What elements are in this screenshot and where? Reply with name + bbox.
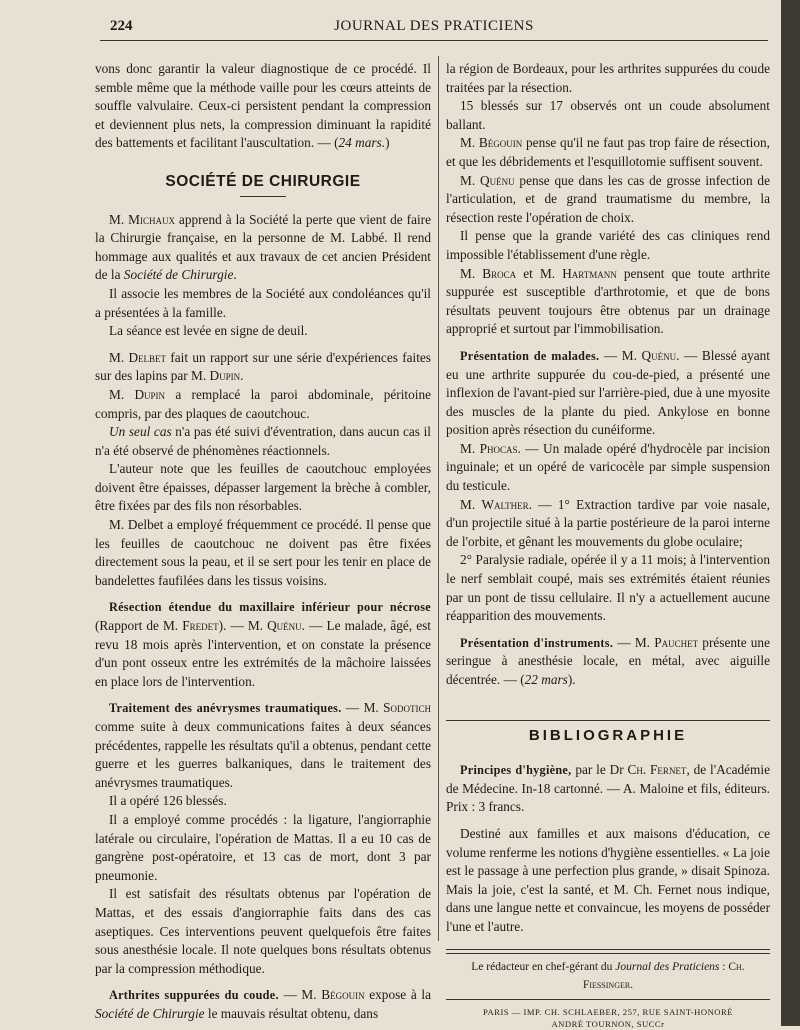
paragraph: 2° Paralysie radiale, opérée il y a 11 mois; à l'intervention le nerf semblait coupé, mais ses extrémités étaient réunies par un pont de tissu cellulaire. Il n'y a actuellement aucune réapparition des mouvements.: [446, 552, 770, 624]
paragraph: Présentation d'instruments. — M. Pauchet présente une seringue à anesthésie locale, en métal, avec aiguille décentrée. — (22 mars).: [446, 634, 770, 687]
paragraph: M. Delbet a employé fréquemment ce procédé. Il pense que les feuilles de caoutchouc ne doivent pas être fixées directement sous la peau, et il se sert pour les tenir en place de bandelettes faufilées dans les tissus voisins.: [95, 517, 431, 588]
paragraph: la région de Bordeaux, pour les arthrites suppurées du coude traitées par la résection.: [446, 61, 770, 95]
paragraph: Il est satisfait des résultats obtenus par l'opération de Mattas, et des essais d'angiorraphie faits dans des cas aseptiques. Ces interventions peuvent quelquefois être faites sous anesthésie locale. Il note quelques bons résultats obtenus par la compression méthodique.: [95, 886, 431, 976]
bibliography-top-rule: [446, 720, 770, 721]
paragraph: M. Michaux apprend à la Société la perte que vient de faire la Chirurgie française, en la personne de M. Labbé. Il rend hommage aux qualités et aux travaux de cet ancien Président de la Société de Chirurgie.: [95, 211, 431, 283]
paragraph: La séance est levée en signe de deuil.: [109, 323, 308, 339]
footer-rule: [446, 953, 770, 954]
page-edge-shadow: [781, 0, 800, 1026]
paragraph: L'auteur note que les feuilles de caoutchouc employées doivent être épaisses, dépasser largement la brèche à combler, être fixées par des fils non résorbables.: [95, 461, 431, 514]
paragraph: Arthrites suppurées du coude. — M. Bégouin expose à la Société de Chirurgie le mauvais résultat obtenu, dans: [95, 987, 431, 1021]
paragraph: M. Quénu pense que dans les cas de grosse infection de l'articulation, et de grand traumatisme du membre, la résection reste l'opération de choix.: [446, 172, 770, 225]
left-column: [95, 60, 431, 1024]
paragraph: M. Bégouin pense qu'il ne faut pas trop faire de résection, et que les débridements et l'esquillotomie suffisent souvent.: [446, 135, 770, 169]
paragraph: 15 blessés sur 17 observés ont un coude absolument ballant.: [446, 98, 770, 132]
column-divider: [438, 56, 439, 941]
footer-rule: [446, 949, 770, 950]
paragraph: Principes d'hygiène, par le Dr Ch. Fernet, de l'Académie de Médecine. In-18 cartonné. — A. Maloine et fils, éditeurs. Prix : 3 francs.: [446, 762, 770, 815]
paragraph: Résection étendue du maxillaire inférieur pour nécrose (Rapport de M. Fredet). — M. Quénu. — Le malade, âgé, est revu 18 mois après l'intervention, et on constate la présence d'un pont osseux entre les extrémités de la mâchoire laissées en place lors de l'intervention.: [95, 600, 431, 689]
paragraph: Un seul cas n'a pas été suivi d'éventration, dans aucun cas il n'a été observé de phénomènes réactionnels.: [95, 424, 431, 458]
footer-rule: [446, 999, 770, 1000]
paragraph: Il a opéré 126 blessés.: [109, 793, 227, 809]
paragraph: M. Phocas. — Un malade opéré d'hydrocèle par incision inguinale; et un opéré de varicocèle par simple suspension du testicule.: [446, 440, 770, 494]
section-heading: SOCIÉTÉ DE CHIRURGIE: [165, 172, 361, 190]
paragraph: M. Delbet fait un rapport sur une série d'expériences faites sur des lapins par M. Dupin.: [95, 349, 431, 384]
header-rule: [100, 40, 768, 41]
paragraph: Il pense que la grande variété des cas cliniques rend impossible l'établissement d'une règle.: [446, 228, 770, 262]
page-header: [100, 14, 768, 40]
section-rule: [240, 196, 286, 197]
printer-imprint: PARIS — IMP. CH. SCHLAEBER, 257, RUE SAINT-HONORÉ ANDRÉ TOURNON, SUCCr: [483, 1006, 733, 1029]
running-title: JOURNAL DES PRATICIENS: [334, 18, 534, 34]
paragraph: Il a employé comme procédés : la ligature, l'angiorraphie latérale ou circulaire, l'opération de Mattas. Il a eu 10 cas de gangrène post-opératoire, et 13 cas de mort, dont 3 par pneumonie.: [95, 811, 431, 883]
paragraph: M. Broca et M. Hartmann pensent que toute arthrite suppurée est susceptible d'arthrotomie, et que de bons résultats peuvent toujours être obtenus par un drainage approprié et surtout par l'immobilisation.: [446, 265, 770, 337]
paragraph: vons donc garantir la valeur diagnostique de ce procédé. Il semble même que la méthode vaille pour les cœurs atteints de souffle valvulaire. Ceux-ci persistent pendant la compression et deviennent plus nets, la compression diminuant la rapidité des battements et facilitant l'auscultation. — (24 mars.): [95, 61, 431, 151]
paragraph: M. Dupin a remplacé la paroi abdominale, péritoine compris, par des plaques de caoutchouc.: [95, 386, 432, 421]
paragraph: Présentation de malades. — M. Quénu. — Blessé ayant eu une arthrite suppurée du cou-de-pied, a présenté une inflexion de l'avant-pied sur l'arrière-pied, due à une myosite des muscles de la plante du pied. Ankylose en bonne position après résection du cunéiforme.: [446, 347, 770, 438]
paragraph: M. Walther. — 1° Extraction tardive par voie nasale, d'un projectile situé à la partie postérieure de la paroi interne de l'orbite, et gênant les mouvements du globe oculaire;: [446, 496, 770, 549]
paragraph: Traitement des anévrysmes traumatiques. — M. Sodotich comme suite à deux communications faites à deux séances précédentes, rappelle les résultats qu'il a obtenus, pendant cette guerre et les guerres balkaniques, dans le traitement des anévrysmes traumatiques.: [95, 700, 431, 790]
right-column: [446, 60, 770, 1030]
page-number: 224: [110, 18, 133, 34]
paragraph: Destiné aux familles et aux maisons d'éducation, ce volume renferme les notions d'hygiène essentielles. « La joie est le passage à une perfection plus grande, » disait Spinoza. Mais la joie, c'est la santé, et M. Ch. Fernet nous indique, dans une langue nette et convaincue, les moyens de posséder l'une et l'autre.: [446, 825, 771, 934]
paragraph: Il associe les membres de la Société aux condoléances qu'il a présentées à la famille.: [95, 285, 431, 320]
bibliography-heading: BIBLIOGRAPHIE: [528, 726, 688, 744]
editor-line: Le rédacteur en chef-gérant du Journal des Praticiens : Ch. Fiessinger.: [471, 960, 745, 992]
